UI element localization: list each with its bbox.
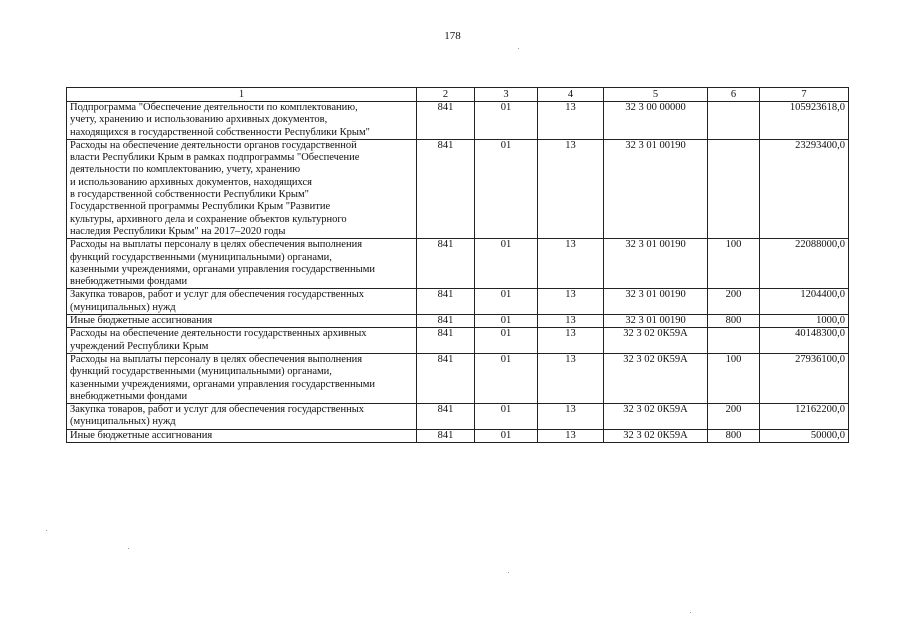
column-header-4: 4: [538, 88, 604, 102]
cell-col-6: 800: [708, 315, 760, 328]
cell-amount: 50000,0: [760, 429, 849, 442]
cell-name: Иные бюджетные ассигнования: [67, 429, 417, 442]
cell-col-3: 01: [475, 289, 538, 315]
cell-amount: 12162200,0: [760, 404, 849, 430]
cell-col-5: 32 3 01 00190: [604, 289, 708, 315]
cell-name: Расходы на выплаты персоналу в целях обеспечения выполнения функций государственными (муниципальными) органами, казенными учреждениями, органами управления государственными внебюджетными фондами: [67, 239, 417, 289]
cell-amount: 23293400,0: [760, 139, 849, 238]
cell-name: Закупка товаров, работ и услуг для обеспечения государственных (муниципальных) нужд: [67, 404, 417, 430]
table-row: [67, 102, 849, 140]
cell-col-5: 32 3 02 0К59А: [604, 328, 708, 354]
cell-amount: 1204400,0: [760, 289, 849, 315]
table-row: [67, 429, 849, 442]
cell-name: Иные бюджетные ассигнования: [67, 315, 417, 328]
cell-col-2: 841: [417, 429, 475, 442]
table-row: [67, 328, 849, 354]
cell-col-4: 13: [538, 315, 604, 328]
cell-col-5: 32 3 02 0К59А: [604, 353, 708, 403]
cell-name: Расходы на обеспечение деятельности государственных архивных учреждений Республики Крым: [67, 328, 417, 354]
cell-col-2: 841: [417, 353, 475, 403]
cell-name: Закупка товаров, работ и услуг для обеспечения государственных (муниципальных) нужд: [67, 289, 417, 315]
cell-col-3: 01: [475, 239, 538, 289]
cell-col-6: 100: [708, 353, 760, 403]
cell-col-3: 01: [475, 328, 538, 354]
cell-col-4: 13: [538, 353, 604, 403]
cell-col-2: 841: [417, 102, 475, 140]
cell-col-2: 841: [417, 404, 475, 430]
header-row: [67, 88, 849, 102]
cell-name: Расходы на выплаты персоналу в целях обеспечения выполнения функций государственными (муниципальными) органами, казенными учреждениями, органами управления государственными внебюджетными фондами: [67, 353, 417, 403]
cell-col-6: [708, 102, 760, 140]
cell-col-6: [708, 139, 760, 238]
cell-col-6: 100: [708, 239, 760, 289]
cell-col-6: 200: [708, 289, 760, 315]
cell-col-4: 13: [538, 404, 604, 430]
cell-amount: 40148300,0: [760, 328, 849, 354]
cell-col-5: 32 3 00 00000: [604, 102, 708, 140]
cell-name: Расходы на обеспечение деятельности органов государственной власти Республики Крым в рамках подпрограммы "Обеспечение деятельности по комплектованию, учету, хранению и использованию архивных документов, находящихся в государственной собственности Республики Крым" Государственной программы Республики Крым "Развитие культуры, архивного дела и сохранение объектов культурного наследия Республики Крым" на 2017–2020 годы: [67, 139, 417, 238]
table-row: [67, 139, 849, 238]
cell-col-4: 13: [538, 289, 604, 315]
budget-table-body: [67, 102, 849, 443]
scan-speck: [518, 48, 519, 49]
cell-col-5: 32 3 02 0К59А: [604, 429, 708, 442]
cell-col-5: 32 3 01 00190: [604, 239, 708, 289]
cell-col-6: 800: [708, 429, 760, 442]
cell-col-2: 841: [417, 328, 475, 354]
column-header-2: 2: [417, 88, 475, 102]
cell-amount: 105923618,0: [760, 102, 849, 140]
scan-speck: [690, 612, 691, 613]
table-row: [67, 239, 849, 289]
cell-col-6: 200: [708, 404, 760, 430]
page-number: 178: [444, 30, 461, 42]
cell-col-4: 13: [538, 328, 604, 354]
cell-col-3: 01: [475, 315, 538, 328]
cell-col-5: 32 3 02 0К59А: [604, 404, 708, 430]
scan-speck: [128, 548, 129, 549]
cell-col-3: 01: [475, 404, 538, 430]
cell-col-3: 01: [475, 139, 538, 238]
cell-col-3: 01: [475, 429, 538, 442]
budget-table: [66, 87, 849, 443]
cell-col-2: 841: [417, 315, 475, 328]
cell-col-4: 13: [538, 429, 604, 442]
column-header-1: 1: [67, 88, 417, 102]
cell-col-4: 13: [538, 139, 604, 238]
cell-col-6: [708, 328, 760, 354]
scan-speck: [508, 572, 509, 573]
cell-col-5: 32 3 01 00190: [604, 315, 708, 328]
cell-name: Подпрограмма "Обеспечение деятельности по комплектованию, учету, хранению и использованию архивных документов, находящихся в государственной собственности Республики Крым": [67, 102, 417, 140]
table-row: [67, 353, 849, 403]
column-header-6: 6: [708, 88, 760, 102]
scan-speck: [46, 530, 47, 531]
cell-col-2: 841: [417, 289, 475, 315]
cell-amount: 22088000,0: [760, 239, 849, 289]
column-header-5: 5: [604, 88, 708, 102]
cell-col-5: 32 3 01 00190: [604, 139, 708, 238]
cell-amount: 1000,0: [760, 315, 849, 328]
table-row: [67, 289, 849, 315]
cell-col-2: 841: [417, 239, 475, 289]
table-row: [67, 404, 849, 430]
column-header-7: 7: [760, 88, 849, 102]
cell-col-3: 01: [475, 353, 538, 403]
cell-col-4: 13: [538, 102, 604, 140]
cell-col-2: 841: [417, 139, 475, 238]
cell-col-4: 13: [538, 239, 604, 289]
table-row: [67, 315, 849, 328]
cell-col-3: 01: [475, 102, 538, 140]
column-header-3: 3: [475, 88, 538, 102]
cell-amount: 27936100,0: [760, 353, 849, 403]
